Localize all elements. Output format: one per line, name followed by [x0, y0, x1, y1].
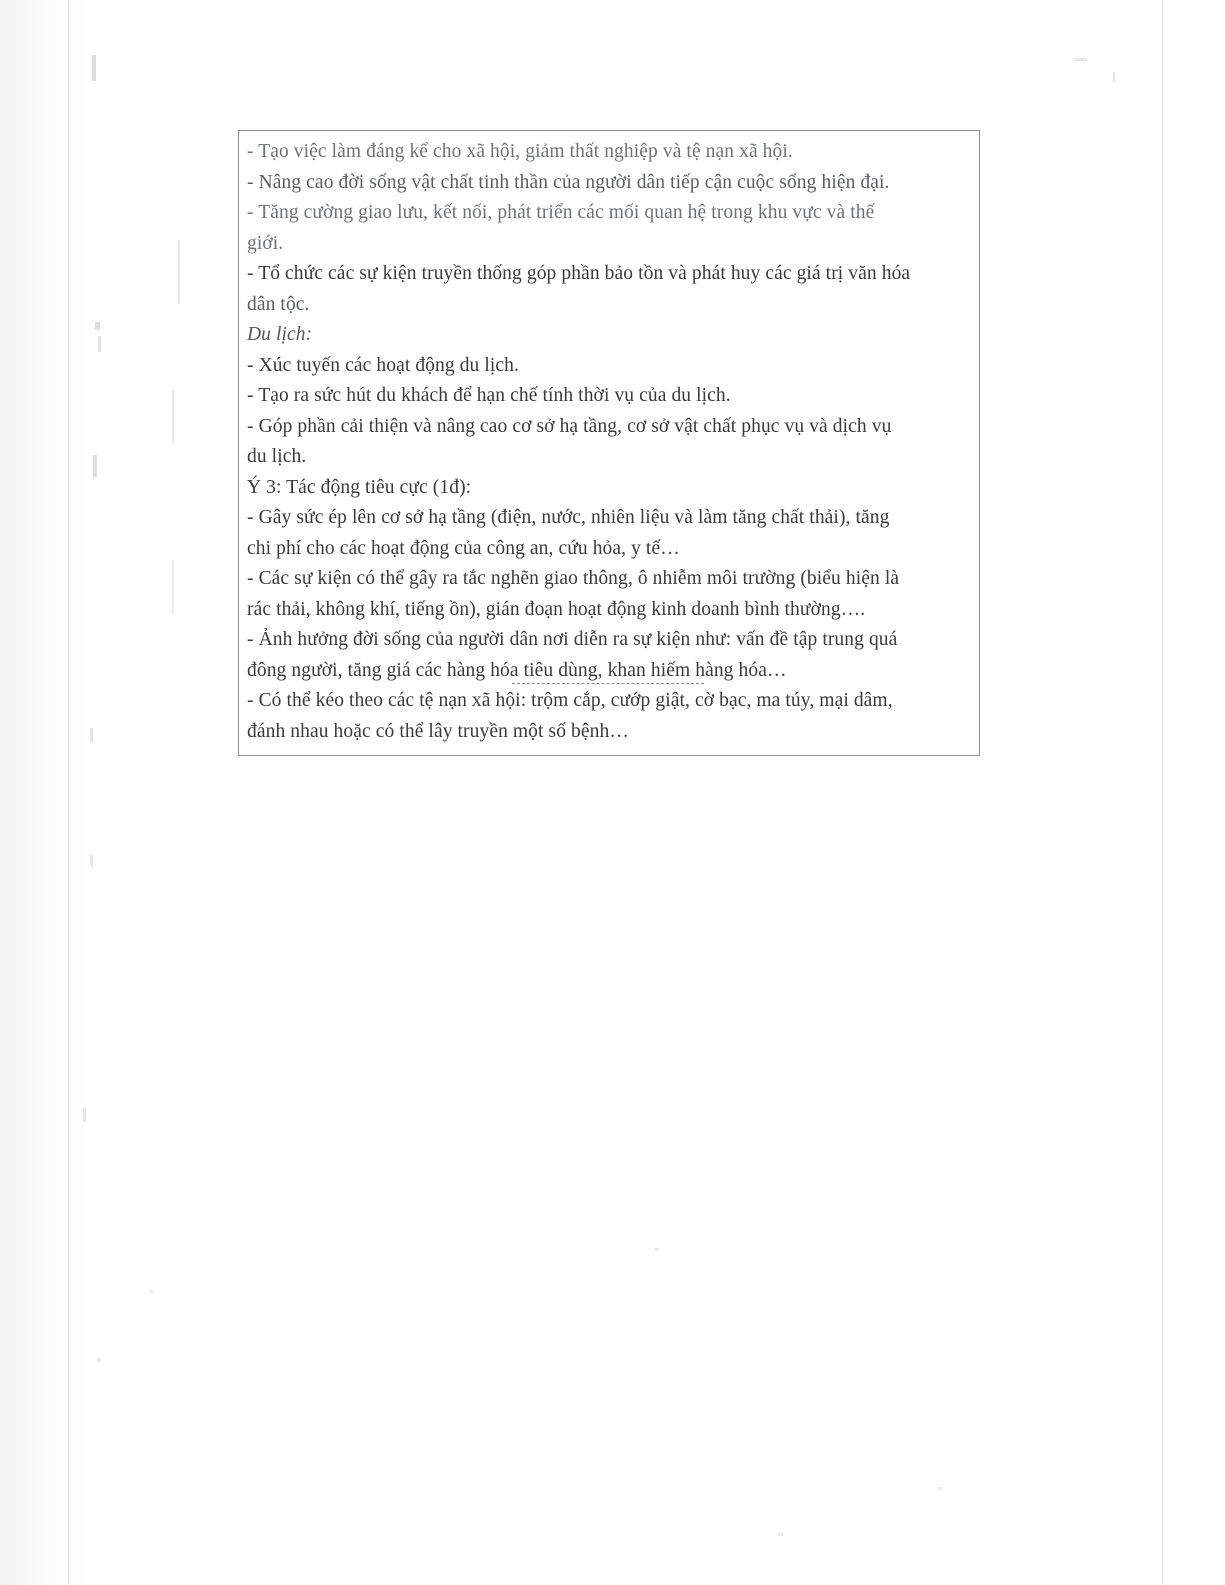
answer-line: - Góp phần cải thiện và nâng cao cơ sở hạ tầng, cơ sở vật chất phục vụ và dịch vụ [247, 415, 892, 437]
answer-line: - Có thể kéo theo các tệ nạn xã hội: trộm cắp, cướp giật, cờ bạc, ma túy, mại dâm, [247, 690, 893, 711]
scan-artifact [93, 455, 97, 477]
scan-artifact [95, 322, 100, 330]
scan-artifact [98, 336, 101, 352]
scan-artifact [90, 855, 93, 867]
page-edge-right [1162, 0, 1163, 1585]
answer-subheading: Du lịch: [247, 324, 313, 345]
scan-artifact [90, 728, 93, 742]
scan-artifact [655, 1248, 659, 1251]
scan-artifact [778, 1533, 783, 1536]
scan-artifact [178, 240, 180, 304]
answer-key-box [238, 130, 980, 756]
answer-line: đông người, tăng giá các hàng hóa tiêu dùng, khan hiếm hàng hóa… [247, 659, 787, 681]
scan-artifact [1075, 58, 1087, 61]
scan-artifact [83, 1108, 86, 1122]
scan-artifact [97, 1358, 101, 1362]
answer-line: - Các sự kiện có thể gây ra tắc nghẽn giao thông, ô nhiễm môi trường (biểu hiện là [247, 568, 900, 589]
answer-line: - Tạo việc làm đáng kể cho xã hội, giảm thất nghiệp và tệ nạn xã hội. [247, 141, 793, 162]
answer-line: - Ảnh hưởng đời sống của người dân nơi diễn ra sự kiện như: vấn đề tập trung quá [247, 629, 898, 650]
page-edge-left [68, 0, 69, 1585]
scan-artifact [1113, 72, 1115, 82]
answer-line: rác thải, không khí, tiếng ồn), gián đoạn hoạt động kinh doanh bình thường…. [247, 598, 866, 620]
separator-rule [512, 683, 704, 684]
scan-artifact [150, 1290, 153, 1293]
answer-line: đánh nhau hoặc có thể lây truyền một số bệnh… [247, 720, 629, 742]
scan-artifact [92, 55, 96, 81]
answer-line: - Tăng cường giao lưu, kết nối, phát triển các mối quan hệ trong khu vực và thế [247, 202, 875, 223]
answer-line: - Tạo ra sức hút du khách để hạn chế tính thời vụ của du lịch. [247, 385, 731, 406]
answer-line: du lịch. [247, 446, 307, 467]
answer-line: - Gây sức ép lên cơ sở hạ tầng (điện, nước, nhiên liệu và làm tăng chất thải), tăng [247, 507, 890, 528]
answer-line: dân tộc. [247, 293, 310, 315]
answer-section-heading: Ý 3: Tác động tiêu cực (1đ): [247, 476, 472, 498]
scan-artifact [172, 390, 174, 444]
answer-line: - Xúc tuyến các hoạt động du lịch. [247, 354, 519, 376]
answer-line: - Nâng cao đời sống vật chất tinh thần của người dân tiếp cận cuộc sống hiện đại. [247, 171, 890, 193]
answer-line: giới. [247, 232, 284, 254]
scan-artifact [938, 1487, 942, 1490]
answer-line: chi phí cho các hoạt động của công an, cứu hỏa, y tế… [247, 537, 680, 559]
scan-artifact [172, 560, 174, 614]
answer-line: - Tổ chức các sự kiện truyền thống góp phần bảo tồn và phát huy các giá trị văn hóa [247, 263, 911, 284]
